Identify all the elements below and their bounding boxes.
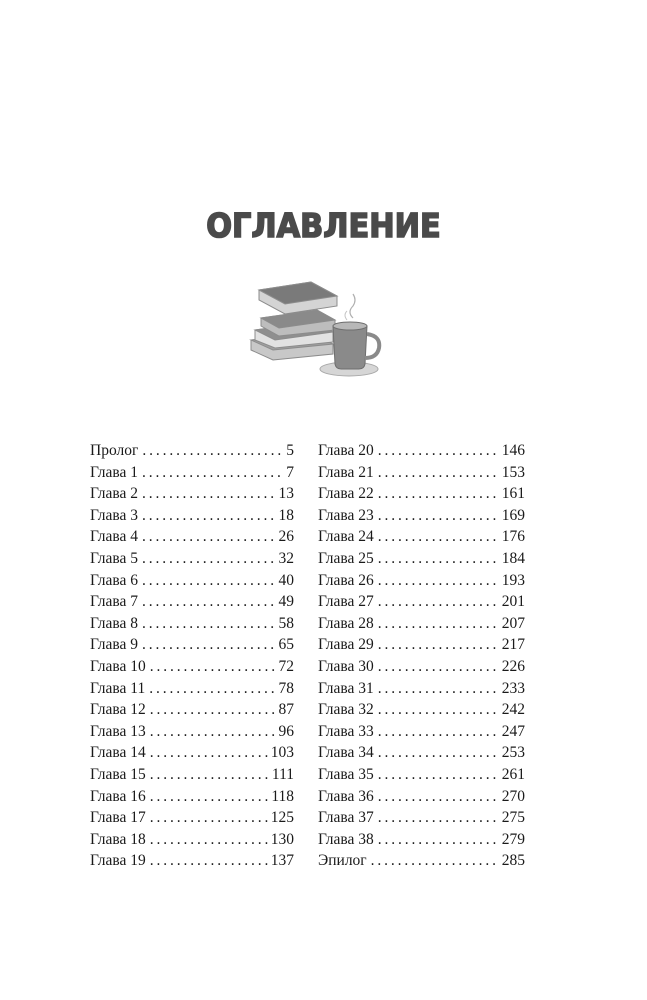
toc-entry-label: Глава 32: [318, 701, 374, 719]
toc-entry-label: Глава 13: [90, 722, 146, 740]
toc-entry: [318, 786, 525, 808]
dot-leader: [378, 721, 499, 743]
toc-entry-label: Глава 20: [318, 442, 374, 459]
books-and-coffee-cup-icon: [247, 278, 387, 382]
dot-leader: [142, 440, 283, 462]
toc-entry-page: 103: [270, 744, 294, 762]
toc-entry: [90, 548, 294, 570]
dot-leader: [378, 678, 499, 700]
toc-entry: [90, 764, 294, 786]
dot-leader: [149, 678, 275, 700]
toc-entry: [90, 699, 294, 721]
dot-leader: [142, 462, 283, 484]
toc-entry: [90, 505, 294, 527]
dot-leader: [378, 764, 499, 786]
toc-entry: [90, 613, 294, 635]
dot-leader: [150, 829, 268, 851]
dot-leader: [378, 483, 499, 505]
toc-entry-label: Глава 2: [90, 485, 139, 503]
toc-entry-label: Глава 35: [318, 765, 374, 783]
dot-leader: [378, 526, 499, 548]
toc-entry: [318, 613, 525, 635]
toc-entry-label: Глава 16: [90, 787, 146, 805]
toc-entry: [90, 656, 294, 678]
toc-entry-label: Глава 8: [90, 614, 139, 632]
toc-entry-page: 176: [501, 528, 525, 546]
toc-entry: [318, 699, 525, 721]
toc-entry-page: 226: [501, 657, 525, 675]
toc-entry-page: 58: [278, 614, 294, 632]
toc-entry-label: Глава 31: [318, 679, 374, 697]
toc-entry-page: 5: [286, 442, 294, 459]
dot-leader: [378, 634, 499, 656]
toc-entry-label: Глава 25: [318, 549, 374, 567]
toc-entry-label: Глава 11: [90, 679, 146, 697]
toc-entry: [318, 634, 525, 656]
dot-leader: [142, 613, 275, 635]
toc-entry: [318, 526, 525, 548]
toc-entry: [318, 462, 525, 484]
toc-entry-page: 65: [278, 636, 294, 654]
toc-entry-label: Глава 24: [318, 528, 374, 546]
toc-entry-page: 207: [501, 614, 525, 632]
toc-entry-label: Эпилог: [318, 852, 367, 870]
toc-entry: [318, 570, 525, 592]
toc-entry-label: Глава 4: [90, 528, 139, 546]
toc-entry-page: 161: [501, 485, 525, 503]
toc-entry-label: Глава 30: [318, 657, 374, 675]
toc-entry-page: 137: [270, 852, 294, 870]
toc-entry: [318, 764, 525, 786]
toc-entry: [90, 526, 294, 548]
page-title: ОГЛАВЛЕНИЕ: [206, 206, 441, 245]
toc-entry: [90, 807, 294, 829]
toc-entry-label: Глава 5: [90, 549, 139, 567]
dot-leader: [371, 850, 499, 872]
toc-entry: [318, 591, 525, 613]
toc-entry: [90, 721, 294, 743]
toc-entry: [90, 570, 294, 592]
toc-entry-label: Глава 29: [318, 636, 374, 654]
toc-entry-label: Глава 9: [90, 636, 139, 654]
toc-entry: [90, 829, 294, 851]
toc-entry-page: 146: [501, 442, 525, 459]
toc-entry-page: 247: [501, 722, 525, 740]
toc-entry-label: Глава 3: [90, 506, 139, 524]
toc-entry-page: 169: [501, 506, 525, 524]
toc-entry-page: 193: [501, 571, 525, 589]
dot-leader: [378, 591, 499, 613]
toc-entry-page: 40: [278, 571, 294, 589]
toc-entry-page: 49: [278, 593, 294, 611]
toc-entry-label: Глава 23: [318, 506, 374, 524]
toc-entry: [318, 440, 525, 462]
toc-entry-label: Глава 28: [318, 614, 374, 632]
dot-leader: [142, 505, 275, 527]
toc-entry-page: 261: [501, 765, 525, 783]
toc-entry-label: Глава 19: [90, 852, 146, 870]
toc-entry-label: Глава 37: [318, 809, 374, 827]
dot-leader: [378, 699, 499, 721]
toc-entry-page: 217: [501, 636, 525, 654]
dot-leader: [150, 764, 269, 786]
dot-leader: [150, 721, 276, 743]
toc-entry-page: 275: [501, 809, 525, 827]
dot-leader: [378, 440, 499, 462]
toc-left-column: [90, 440, 294, 872]
toc-entry: [318, 721, 525, 743]
toc-entry-page: 26: [278, 528, 294, 546]
toc-entry-page: 72: [278, 657, 294, 675]
toc-entry: [318, 742, 525, 764]
toc-entry-label: Глава 1: [90, 463, 139, 481]
dot-leader: [150, 807, 268, 829]
toc-right-column: [318, 440, 525, 872]
toc-entry: [90, 483, 294, 505]
toc-entry-label: Глава 15: [90, 765, 146, 783]
toc-entry: [90, 634, 294, 656]
toc-entry-page: 32: [278, 549, 294, 567]
toc-entry: [90, 591, 294, 613]
toc-entry-page: 78: [278, 679, 294, 697]
toc-entry-page: 184: [501, 549, 525, 567]
toc-entry-label: Глава 14: [90, 744, 146, 762]
toc-entry: [90, 678, 294, 700]
toc-entry: [90, 850, 294, 872]
dot-leader: [378, 742, 499, 764]
dot-leader: [378, 505, 499, 527]
toc-entry-page: 233: [501, 679, 525, 697]
toc-entry-label: Глава 26: [318, 571, 374, 589]
toc-entry-page: 18: [278, 506, 294, 524]
dot-leader: [378, 570, 499, 592]
toc-entry-label: Глава 22: [318, 485, 374, 503]
dot-leader: [150, 699, 276, 721]
toc-entry-page: 130: [270, 830, 294, 848]
toc-entry: [318, 850, 525, 872]
toc-entry-page: 118: [271, 787, 294, 805]
toc-entry-page: 270: [501, 787, 525, 805]
toc-entry: [318, 548, 525, 570]
toc-entry: [318, 807, 525, 829]
toc-entry-label: Глава 12: [90, 701, 146, 719]
toc-entry-label: Глава 34: [318, 744, 374, 762]
toc-entry-page: 7: [286, 463, 294, 481]
toc-entry: [318, 505, 525, 527]
toc-entry: [90, 742, 294, 764]
dot-leader: [142, 591, 275, 613]
toc-entry-page: 253: [501, 744, 525, 762]
toc-entry-page: 125: [270, 809, 294, 827]
toc-entry-label: Глава 36: [318, 787, 374, 805]
dot-leader: [142, 570, 275, 592]
toc-entry-label: Глава 10: [90, 657, 146, 675]
toc-entry-page: 153: [501, 463, 525, 481]
dot-leader: [378, 807, 499, 829]
toc-entry-page: 111: [271, 765, 294, 783]
toc-entry: [90, 440, 294, 462]
dot-leader: [378, 462, 499, 484]
dot-leader: [150, 850, 268, 872]
toc-entry-page: 13: [278, 485, 294, 503]
toc-entry-page: 279: [501, 830, 525, 848]
toc-entry-label: Глава 38: [318, 830, 374, 848]
dot-leader: [378, 786, 499, 808]
toc-entry: [318, 483, 525, 505]
toc-entry-label: Глава 21: [318, 463, 374, 481]
toc-entry-page: 201: [501, 593, 525, 611]
dot-leader: [378, 656, 499, 678]
toc-entry-label: Пролог: [90, 442, 139, 459]
toc-entry-label: Глава 6: [90, 571, 139, 589]
dot-leader: [150, 656, 276, 678]
toc-entry: [90, 786, 294, 808]
dot-leader: [378, 613, 499, 635]
dot-leader: [150, 786, 269, 808]
dot-leader: [378, 548, 499, 570]
dot-leader: [142, 548, 275, 570]
toc-entry-label: Глава 33: [318, 722, 374, 740]
toc-entry-page: 87: [278, 701, 294, 719]
toc-entry-label: Глава 27: [318, 593, 374, 611]
dot-leader: [142, 526, 275, 548]
toc-entry: [318, 829, 525, 851]
toc-entry-page: 96: [278, 722, 294, 740]
toc-entry-label: Глава 17: [90, 809, 146, 827]
toc-entry-label: Глава 18: [90, 830, 146, 848]
dot-leader: [142, 483, 275, 505]
dot-leader: [150, 742, 268, 764]
toc-entry-page: 285: [501, 852, 525, 870]
dot-leader: [142, 634, 275, 656]
toc-entry: [318, 656, 525, 678]
dot-leader: [378, 829, 499, 851]
toc-entry-label: Глава 7: [90, 593, 139, 611]
toc-entry: [318, 678, 525, 700]
toc-entry: [90, 462, 294, 484]
toc-entry-page: 242: [501, 701, 525, 719]
